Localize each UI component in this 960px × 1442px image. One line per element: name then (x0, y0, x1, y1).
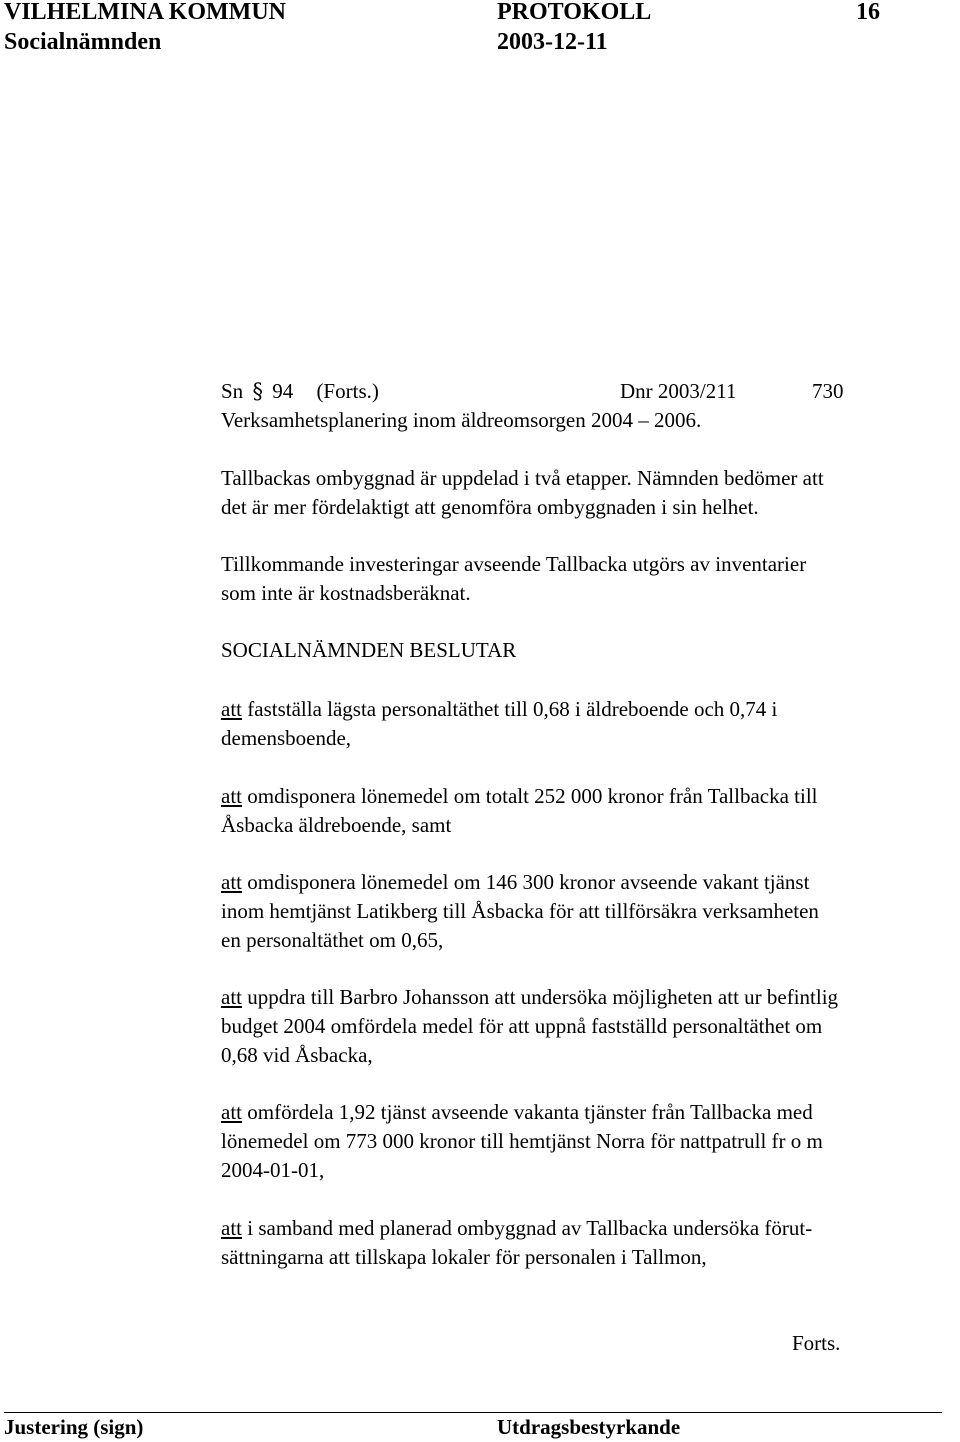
footer-divider (4, 1412, 942, 1413)
continued-note: Forts. (792, 1331, 841, 1355)
municipality-name: VILHELMINA KOMMUN (4, 0, 286, 25)
continued-label: (Forts.) (316, 379, 379, 403)
document-type: PROTOKOLL (497, 0, 652, 25)
page-number: 16 (856, 0, 880, 25)
decision-item (221, 782, 951, 840)
decision-first-line (221, 1214, 951, 1243)
case-prefix: Sn (221, 379, 244, 403)
decision-first-line (221, 695, 951, 724)
meeting-date: 2003-12-11 (497, 29, 608, 55)
section-number: 94 (272, 379, 294, 403)
decision-first-line (221, 1098, 951, 1127)
diary-number: Dnr 2003/211 (620, 379, 737, 403)
paragraph-line: budget 2004 omfördela medel för att uppnå fastställd personaltäthet om (221, 1014, 823, 1038)
paragraph-line: Tallbackas ombyggnad är uppdelad i två etapper. Nämnden bedömer att (221, 466, 824, 490)
intro-paragraph-2 (221, 550, 951, 608)
paragraph-line: sättningarna att tillskapa lokaler för personalen i Tallmon, (221, 1245, 707, 1269)
case-reference (221, 377, 379, 406)
paragraph-line: demensboende, (221, 726, 352, 750)
decision-item (221, 1098, 951, 1185)
case-code: 730 (812, 379, 844, 403)
decision-text: uppdra till Barbro Johansson att undersöka möjligheten att ur befintlig (242, 985, 839, 1009)
intro-paragraph-1 (221, 464, 951, 522)
att-keyword: att (221, 784, 242, 808)
decision-text: omdisponera lönemedel om 146 300 kronor avseende vakant tjänst (242, 870, 810, 894)
att-keyword: att (221, 870, 242, 894)
decision-item (221, 868, 951, 955)
paragraph-line: en personaltäthet om 0,65, (221, 928, 444, 952)
paragraph-line: Tillkommande investeringar avseende Tallbacka utgörs av inventarier (221, 552, 807, 576)
decision-text: omfördela 1,92 tjänst avseende vakanta tjänster från Tallbacka med (242, 1100, 813, 1124)
att-keyword: att (221, 1216, 242, 1240)
footer-justering: Justering (sign) (4, 1415, 144, 1439)
att-keyword: att (221, 1100, 242, 1124)
section-mark: § (252, 379, 263, 403)
att-keyword: att (221, 697, 242, 721)
decision-first-line (221, 983, 951, 1012)
decision-first-line (221, 782, 951, 811)
board-name: Socialnämnden (4, 29, 162, 55)
decision-item (221, 695, 951, 753)
paragraph-line: det är mer fördelaktigt att genomföra ombyggnaden i sin helhet. (221, 495, 759, 519)
decision-item (221, 983, 951, 1070)
decision-text: fastställa lägsta personaltäthet till 0,68 i äldreboende och 0,74 i (242, 697, 778, 721)
paragraph-line: Åsbacka äldreboende, samt (221, 813, 452, 837)
paragraph-line: 0,68 vid Åsbacka, (221, 1043, 373, 1067)
paragraph-line: inom hemtjänst Latikberg till Åsbacka för att tillförsäkra verksamheten (221, 899, 819, 923)
paragraph-line: lönemedel om 773 000 kronor till hemtjänst Norra för nattpatrull fr o m (221, 1129, 823, 1153)
paragraph-line: 2004-01-01, (221, 1158, 325, 1182)
decision-heading: SOCIALNÄMNDEN BESLUTAR (221, 638, 517, 662)
case-title: Verksamhetsplanering inom äldreomsorgen 2004 – 2006. (221, 408, 702, 432)
decision-text: i samband med planerad ombyggnad av Tallbacka undersöka förut- (242, 1216, 813, 1240)
decision-item (221, 1214, 951, 1272)
decision-first-line (221, 868, 951, 897)
decision-text: omdisponera lönemedel om totalt 252 000 kronor från Tallbacka till (242, 784, 818, 808)
paragraph-line: som inte är kostnadsberäknat. (221, 581, 471, 605)
footer-utdrag: Utdragsbestyrkande (497, 1415, 681, 1439)
att-keyword: att (221, 985, 242, 1009)
